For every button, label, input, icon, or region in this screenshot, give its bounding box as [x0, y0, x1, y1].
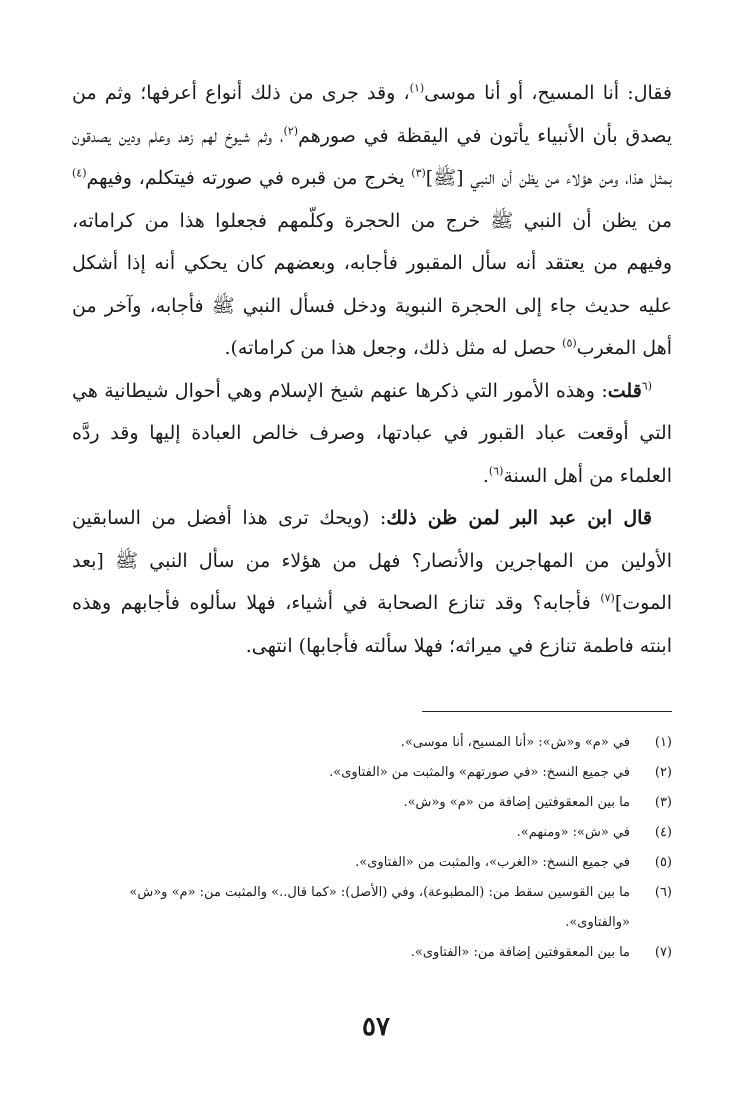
ibn-abd-al-barr-label: قال ابن عبد البر لمن ظن ذلك — [386, 507, 653, 529]
paragraph-1 — [72, 72, 672, 370]
text-span: ، وثم شيوخ لهم زهد وعلم ودين يصدقون بمثل هذا، ومن هؤلاء من يظن أن النبي [ﷺ] — [72, 124, 672, 189]
qultu-label: قلت — [607, 379, 642, 402]
footnote-3 — [72, 788, 672, 818]
footnote-number: (٦) — [654, 885, 672, 900]
main-text — [72, 72, 672, 667]
footnote-text: في «ش»: «ومنهم». — [516, 825, 630, 840]
footnote-ref-5[interactable]: (٥) — [562, 336, 577, 350]
page-number: ٥٧ — [362, 1012, 390, 1042]
paragraph-3 — [72, 497, 672, 667]
footnote-ref-2[interactable]: (٢) — [283, 124, 299, 138]
footnote-2 — [72, 758, 672, 788]
footnote-number: (٣) — [654, 795, 672, 810]
footnote-6 — [72, 878, 672, 938]
text-span: يخرج من قبره في صورته فيتكلم، وفيهم — [86, 167, 412, 189]
footnote-ref-6-close[interactable]: (٦) — [488, 464, 504, 478]
text-span: : (ويحك ترى هذا أفضل من السابقين الأولين من المهاجرين والأنصار؟ فهل من هؤلاء من سأل النبي ﷺ [بعد الموت] — [72, 507, 672, 614]
text-span: فقال: أنا المسيح، أو أنا موسى — [424, 82, 672, 104]
text-span: ، وقد جرى من ذلك أنواع أعرفها؛ وثم من يصدق بأن الأنبياء يأتون في اليقظة في صورهم — [72, 82, 672, 147]
footnote-text: في جميع النسخ: «الغرب»، والمثبت من «الفتاوى». — [355, 855, 630, 870]
text-span: فأجابه؟ وقد تنازع الصحابة في أشياء، فهلا سألوه فأجابهم وهذه ابنته فاطمة تنازع في ميراثه؛ فهلا سألته فأجابها) انتهى. — [72, 592, 672, 657]
text-span: حصل له مثل ذلك، وجعل هذا من كراماته). — [224, 337, 563, 359]
footnote-ref-1[interactable]: (١) — [409, 81, 425, 95]
footnote-number: (٥) — [654, 855, 672, 870]
footnote-text: في جميع النسخ: «في صورتهم» والمثبت من «الفتاوى». — [329, 765, 630, 780]
footnote-text: في «م» و«ش»: «أنا المسيح، أنا موسى». — [400, 735, 630, 750]
footnote-text: ما بين المعقوفتين إضافة من «م» و«ش». — [403, 795, 630, 810]
text-span: : وهذه الأمور التي ذكرها عنهم شيخ الإسلام وهي أحوال شيطانية هي التي أوقعت عباد القبور في عبادتها، وصرف خالص العبادة إليها وقد ردَّه العلماء من أهل السنة — [72, 379, 672, 487]
footnote-ref-7[interactable]: (٧) — [600, 591, 615, 605]
footnote-number: (٤) — [654, 825, 672, 840]
footnote-4 — [72, 818, 672, 848]
footnote-ref-3[interactable]: (٣) — [411, 166, 426, 180]
footnote-7 — [72, 938, 672, 968]
footnote-text: ما بين المعقوفتين إضافة من: «الفتاوى». — [410, 945, 630, 960]
footnote-divider — [422, 711, 672, 712]
paragraph-2 — [72, 370, 672, 498]
footnote-text: ما بين القوسين سقط من: (المطبوعة)، وفي (الأصل): «كما قال..» والمثبت من: «م» و«ش» «والفتاوى». — [129, 885, 630, 930]
footnote-number: (١) — [654, 735, 672, 750]
footnote-ref-4[interactable]: (٤) — [72, 166, 87, 180]
footnote-number: (٢) — [654, 765, 672, 780]
footnote-ref-6-open[interactable]: (٦ — [641, 379, 652, 393]
footnote-number: (٧) — [654, 945, 672, 960]
footnote-1 — [72, 728, 672, 758]
text-span: من يظن أن النبي ﷺ خرج من الحجرة وكلّمهم فجعلوا هذا من كراماته، وفيهم من يعتقد أنه سأل المقبور فأجابه، وبعضهم كان يحكي أنه إذا أشكل عليه حديث جاء إلى الحجرة النبوية ودخل فسأل النبي ﷺ فأجابه، وآخر من أهل المغرب — [72, 209, 672, 359]
footnote-5 — [72, 848, 672, 878]
text-span: . — [482, 464, 489, 487]
footnotes — [72, 728, 672, 968]
